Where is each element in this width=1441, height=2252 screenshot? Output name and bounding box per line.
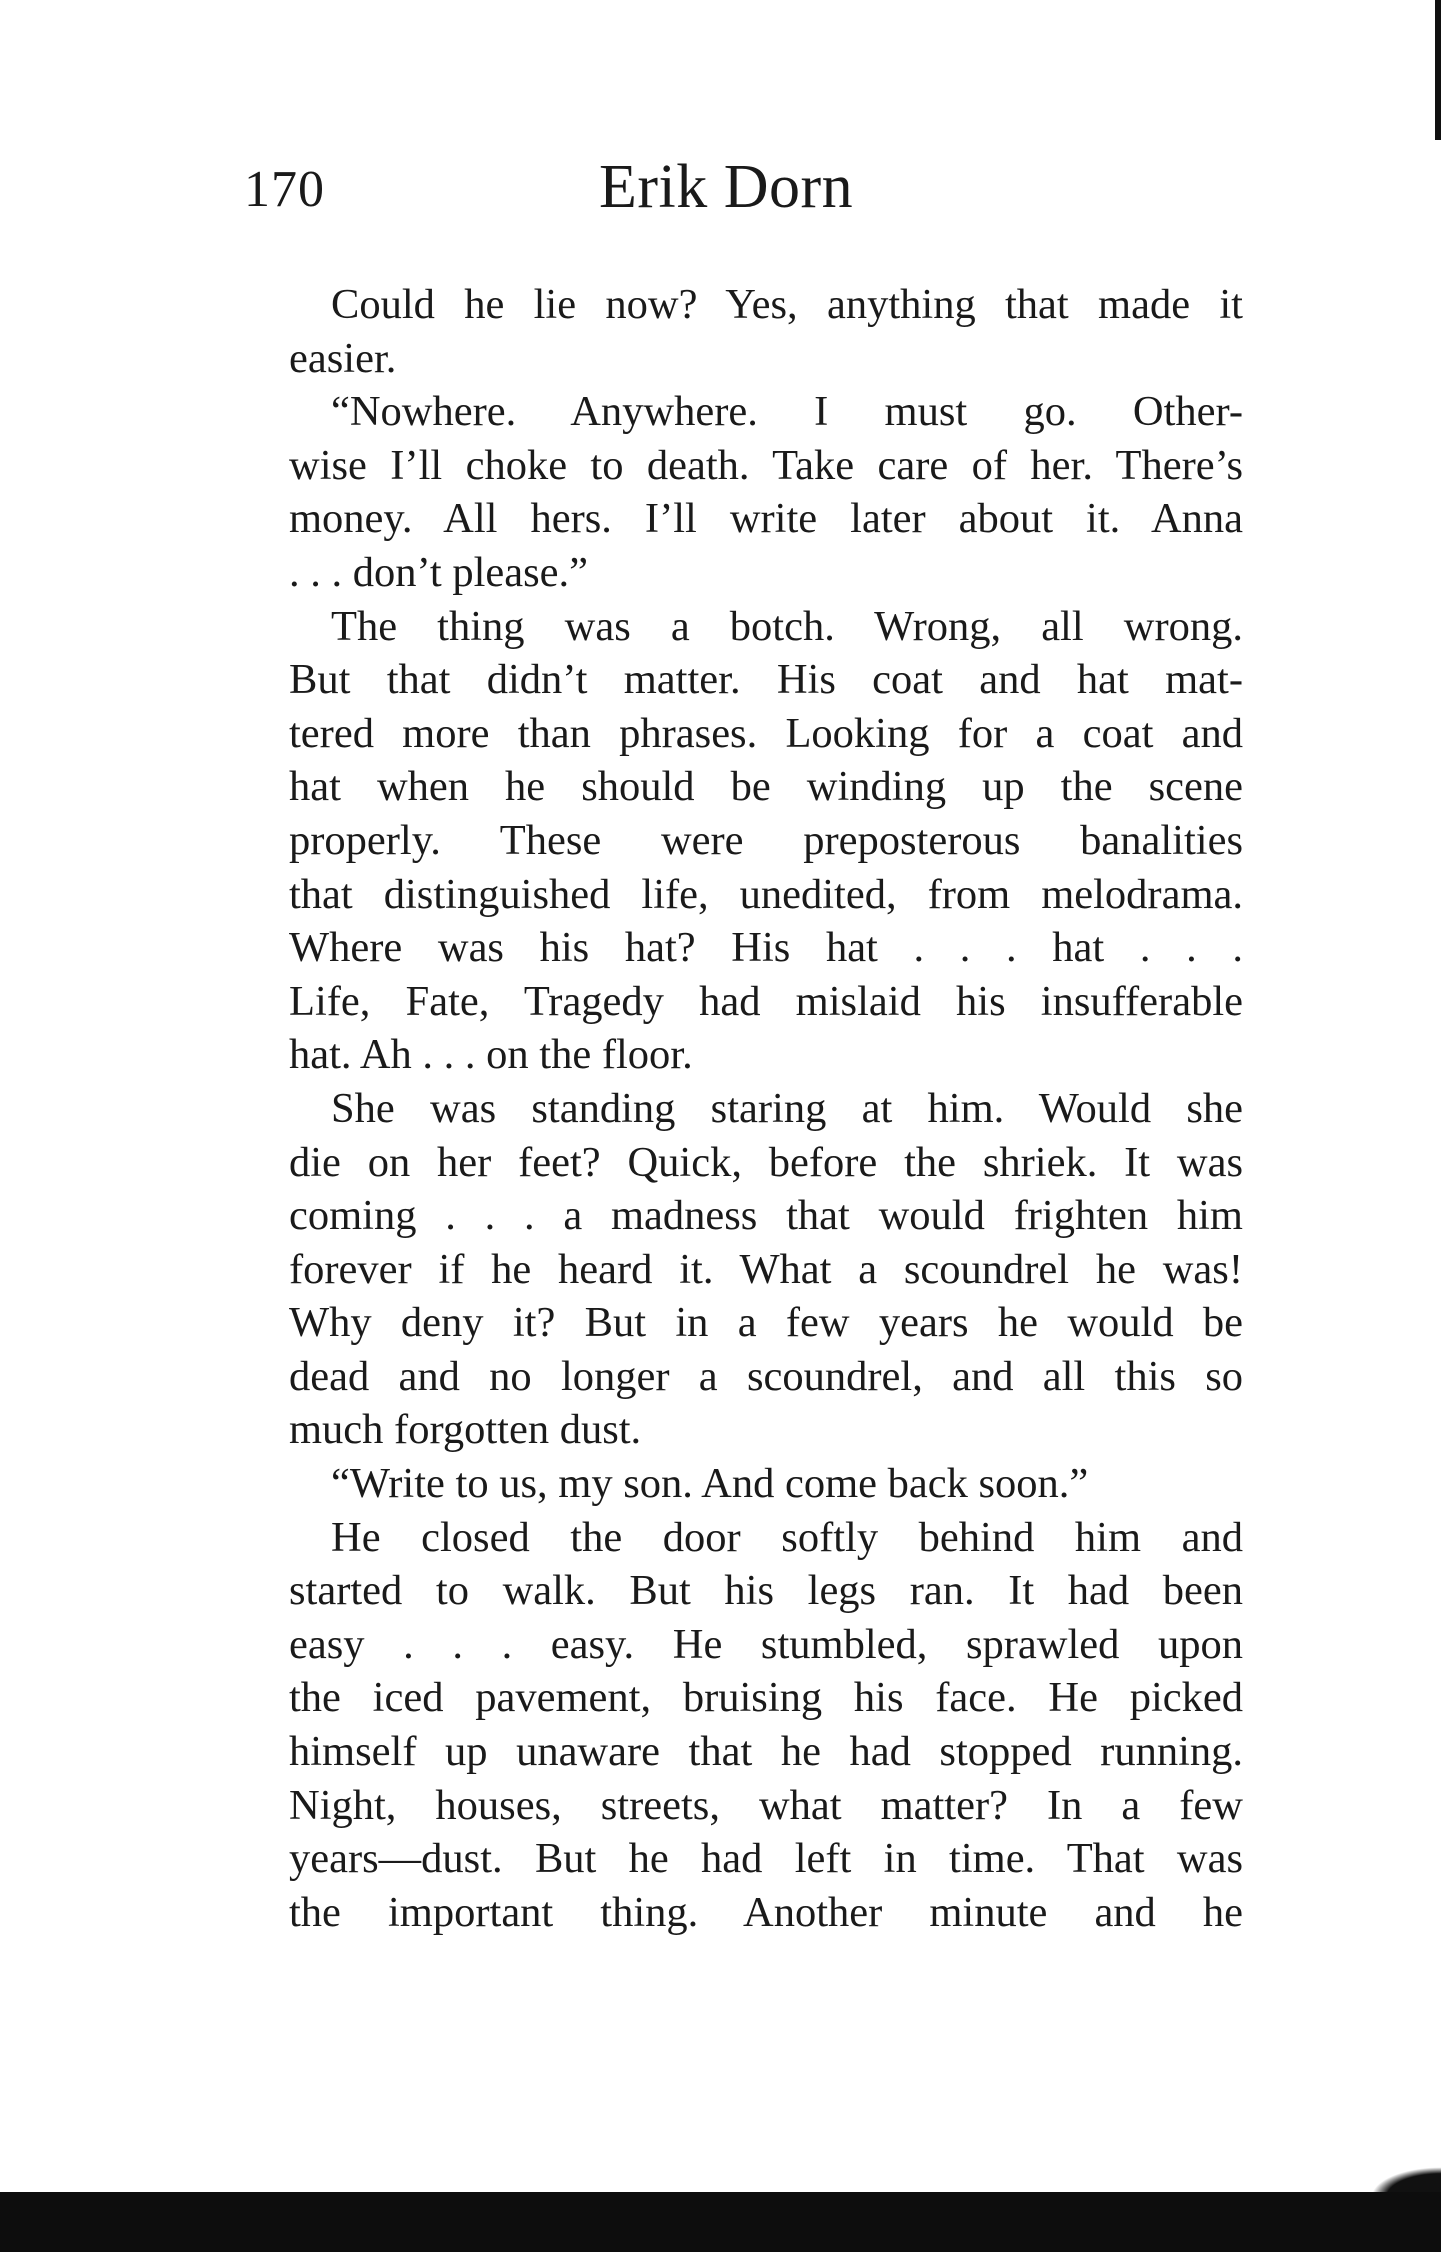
text-line: hat when he should be winding up the scene <box>289 763 1243 811</box>
text-line: years—dust. But he had left in time. That was <box>289 1835 1243 1883</box>
text-line: properly. These were preposterous banalities <box>289 816 1243 864</box>
text-line: “Write to us, my son. And come back soon.” <box>331 1460 1089 1508</box>
text-line: forever if he heard it. What a scoundrel he was! <box>289 1245 1243 1293</box>
text-line: Night, houses, streets, what matter? In a few <box>289 1781 1243 1829</box>
paragraph <box>247 278 1243 385</box>
paragraph <box>247 1457 1243 1511</box>
paragraph <box>247 385 1243 599</box>
text-line: He closed the door softly behind him and <box>331 1513 1243 1561</box>
page-edge-shadow <box>1435 0 1441 140</box>
text-line: coming . . . a madness that would frighten him <box>289 1192 1243 1240</box>
body-text <box>247 278 1243 1939</box>
paragraph <box>247 600 1243 1082</box>
text-line: The thing was a botch. Wrong, all wrong. <box>331 602 1243 650</box>
paragraph <box>247 1511 1243 1940</box>
running-head: Erik Dorn <box>599 153 854 221</box>
page-header <box>244 152 1244 222</box>
text-line: started to walk. But his legs ran. It had been <box>289 1567 1243 1615</box>
text-line: money. All hers. I’ll write later about it. Anna <box>289 495 1243 543</box>
text-line: easier. <box>289 334 397 382</box>
text-line: “Nowhere. Anywhere. I must go. Other- <box>331 388 1243 436</box>
text-line: Could he lie now? Yes, anything that made it <box>331 281 1243 328</box>
text-line: himself up unaware that he had stopped running. <box>289 1728 1243 1776</box>
text-line: die on her feet? Quick, before the shriek. It was <box>289 1138 1243 1186</box>
text-line: wise I’ll choke to death. Take care of her. There’s <box>289 441 1243 489</box>
text-line: much forgotten dust. <box>289 1406 642 1454</box>
text-line: that distinguished life, unedited, from melodrama. <box>289 870 1243 918</box>
text-line: Where was his hat? His hat . . . hat . . . <box>289 924 1243 972</box>
text-line: hat. Ah . . . on the floor. <box>289 1031 693 1079</box>
text-line: . . . don’t please.” <box>289 548 588 596</box>
text-line: easy . . . easy. He stumbled, sprawled upon <box>289 1620 1243 1668</box>
text-line: Life, Fate, Tragedy had mislaid his insufferable <box>289 977 1243 1025</box>
text-line: the iced pavement, bruising his face. He picked <box>289 1674 1243 1722</box>
text-line: But that didn’t matter. His coat and hat mat- <box>289 656 1243 704</box>
text-line: Why deny it? But in a few years he would be <box>289 1299 1243 1347</box>
page-number: 170 <box>244 161 325 218</box>
scan-bottom-border <box>0 2192 1441 2252</box>
paragraph <box>247 1082 1243 1457</box>
text-line: tered more than phrases. Looking for a coat and <box>289 709 1243 757</box>
text-line: dead and no longer a scoundrel, and all this so <box>289 1352 1243 1400</box>
text-line: the important thing. Another minute and he <box>289 1888 1243 1936</box>
text-line: She was standing staring at him. Would she <box>331 1084 1243 1132</box>
